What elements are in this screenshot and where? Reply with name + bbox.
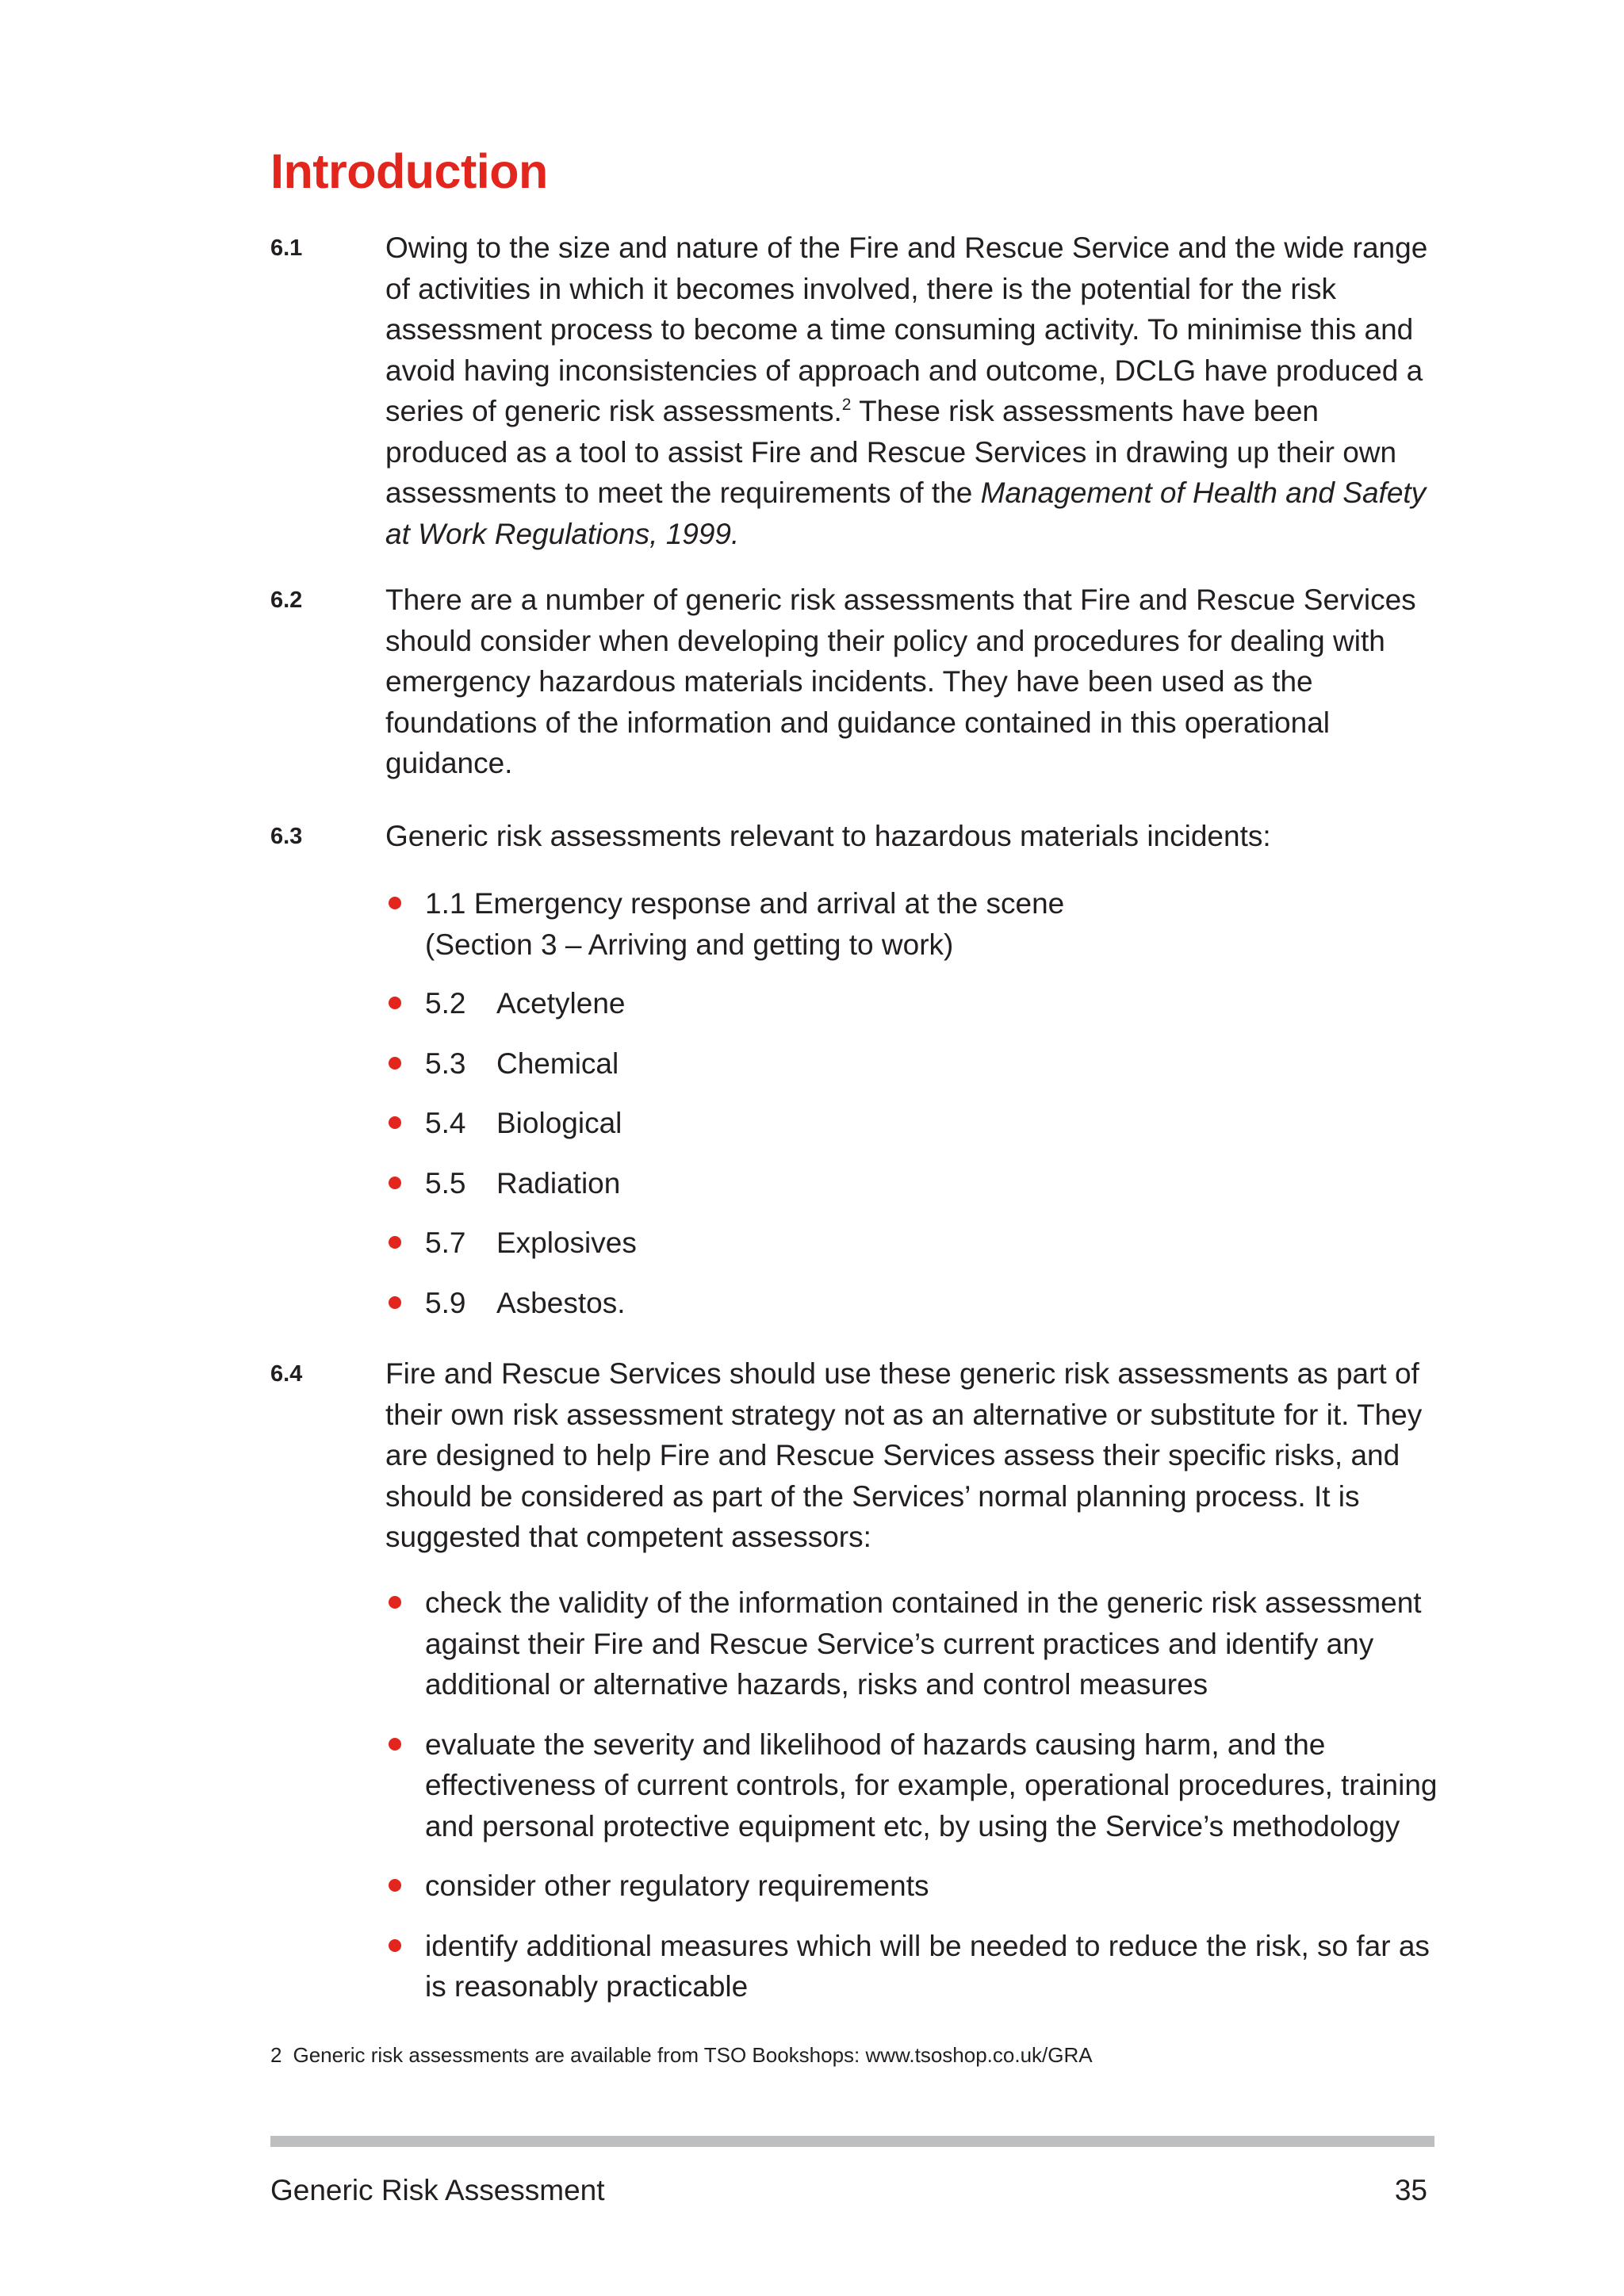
list-item-line: (Section 3 – Arriving and getting to work) — [425, 928, 954, 961]
footnote-text: Generic risk assessments are available from TSO Bookshops: www.tsoshop.co.uk/GRA — [293, 2043, 1093, 2067]
page-title: Introduction — [270, 144, 548, 198]
list-item-text: consider other regulatory requirements — [425, 1869, 929, 1902]
list-item — [385, 883, 1448, 965]
list-item-code: 5.4 — [425, 1107, 466, 1139]
list-item-code: 5.9 — [425, 1286, 466, 1319]
list-item-label: Acetylene — [496, 987, 626, 1020]
list-item-label: Radiation — [496, 1166, 621, 1200]
list-item — [385, 1724, 1448, 1847]
bullet-icon — [389, 1236, 401, 1249]
list-item-text: check the validity of the information contained in the generic risk assessment against their Fire and Rescue Service’s current practices and identify any additional or alternative hazards, risks and control measures — [425, 1586, 1422, 1701]
list-item-line: 1.1 Emergency response and arrival at the scene — [425, 887, 1065, 920]
list-item-text: evaluate the severity and likelihood of hazards causing harm, and the effectiveness of current controls, for example, operational procedures, training and personal protective equipment etc, by using the Service’s methodology — [425, 1728, 1438, 1843]
section-6-2-paragraph: There are a number of generic risk assessments that Fire and Rescue Services should consider when developing their policy and procedures for dealing with emergency hazardous materials incidents. They have been used as the foundations of the information and guidance contained in this operational guidance. — [385, 584, 1416, 779]
footnote-number: 2 — [270, 2043, 282, 2067]
bullet-icon — [389, 1596, 401, 1609]
footnote — [270, 2043, 1093, 2068]
section-6-4-paragraph: Fire and Rescue Services should use these generic risk assessments as part of their own risk assessment strategy not as an alternative or substitute for it. They are designed to help Fire and Rescue Services assess their specific risks, and should be considered as part of the Services’ normal planning process. It is suggested that competent assessors: — [385, 1357, 1423, 1553]
footnote-reference: 2 — [841, 396, 852, 414]
page-number: 35 — [1394, 2174, 1427, 2206]
section-number-6-3: 6.3 — [270, 824, 303, 849]
list-item-label: Asbestos. — [496, 1286, 626, 1319]
list-item-text: identify additional measures which will be needed to reduce the risk, so far as is reasonably practicable — [425, 1929, 1430, 2003]
list-item — [385, 1582, 1448, 1705]
list-item-label: Chemical — [496, 1047, 619, 1080]
bullet-icon — [389, 1939, 401, 1952]
list-item — [385, 1163, 1448, 1204]
list-item — [385, 983, 1448, 1024]
list-item — [385, 1866, 1448, 1907]
bullet-icon — [389, 1879, 401, 1892]
bullet-icon — [389, 1177, 401, 1189]
list-item — [385, 1283, 1448, 1324]
bullet-icon — [389, 1116, 401, 1129]
footer-rule — [270, 2136, 1434, 2147]
list-item — [385, 1103, 1448, 1144]
list-item-code: 5.3 — [425, 1047, 466, 1080]
list-item — [385, 1926, 1448, 2007]
section-6-1-text-b: These risk assessments have been produced as a tool to assist Fire and Rescue Services in drawing up their own assessments to meet the requirements of the — [385, 395, 1397, 509]
bullet-icon — [389, 1738, 401, 1751]
list-item-label: Biological — [496, 1107, 622, 1139]
bullet-icon — [389, 1296, 401, 1309]
section-6-1-paragraph — [385, 228, 1448, 554]
section-6-3-paragraph: Generic risk assessments relevant to hazardous materials incidents: — [385, 820, 1271, 852]
bullet-icon — [389, 997, 401, 1009]
list-item-code: 5.2 — [425, 987, 466, 1020]
section-number-6-4: 6.4 — [270, 1361, 303, 1387]
list-item — [385, 1223, 1448, 1264]
list-item-code: 5.5 — [425, 1166, 466, 1200]
section-6-1-text-a: Owing to the size and nature of the Fire and Rescue Service and the wide range of activities in which it becomes involved, there is the potential for the risk assessment process to become a time consuming activity. To minimise this and avoid having inconsistencies of approach and outcome, DCLG have produced a series of generic risk assessments. — [385, 232, 1428, 427]
list-item-code: 5.7 — [425, 1226, 466, 1259]
regulation-title: Management of Health and Safety at Work Regulations, 1999. — [385, 476, 1427, 550]
gra-list — [385, 883, 1448, 1323]
list-item — [385, 1043, 1448, 1085]
list-item-label: Explosives — [496, 1226, 637, 1259]
section-number-6-1: 6.1 — [270, 235, 303, 261]
bullet-icon — [389, 1057, 401, 1070]
assessor-actions-list — [385, 1582, 1448, 2007]
footer-title: Generic Risk Assessment — [270, 2174, 605, 2206]
section-number-6-2: 6.2 — [270, 587, 303, 613]
bullet-icon — [389, 897, 401, 909]
